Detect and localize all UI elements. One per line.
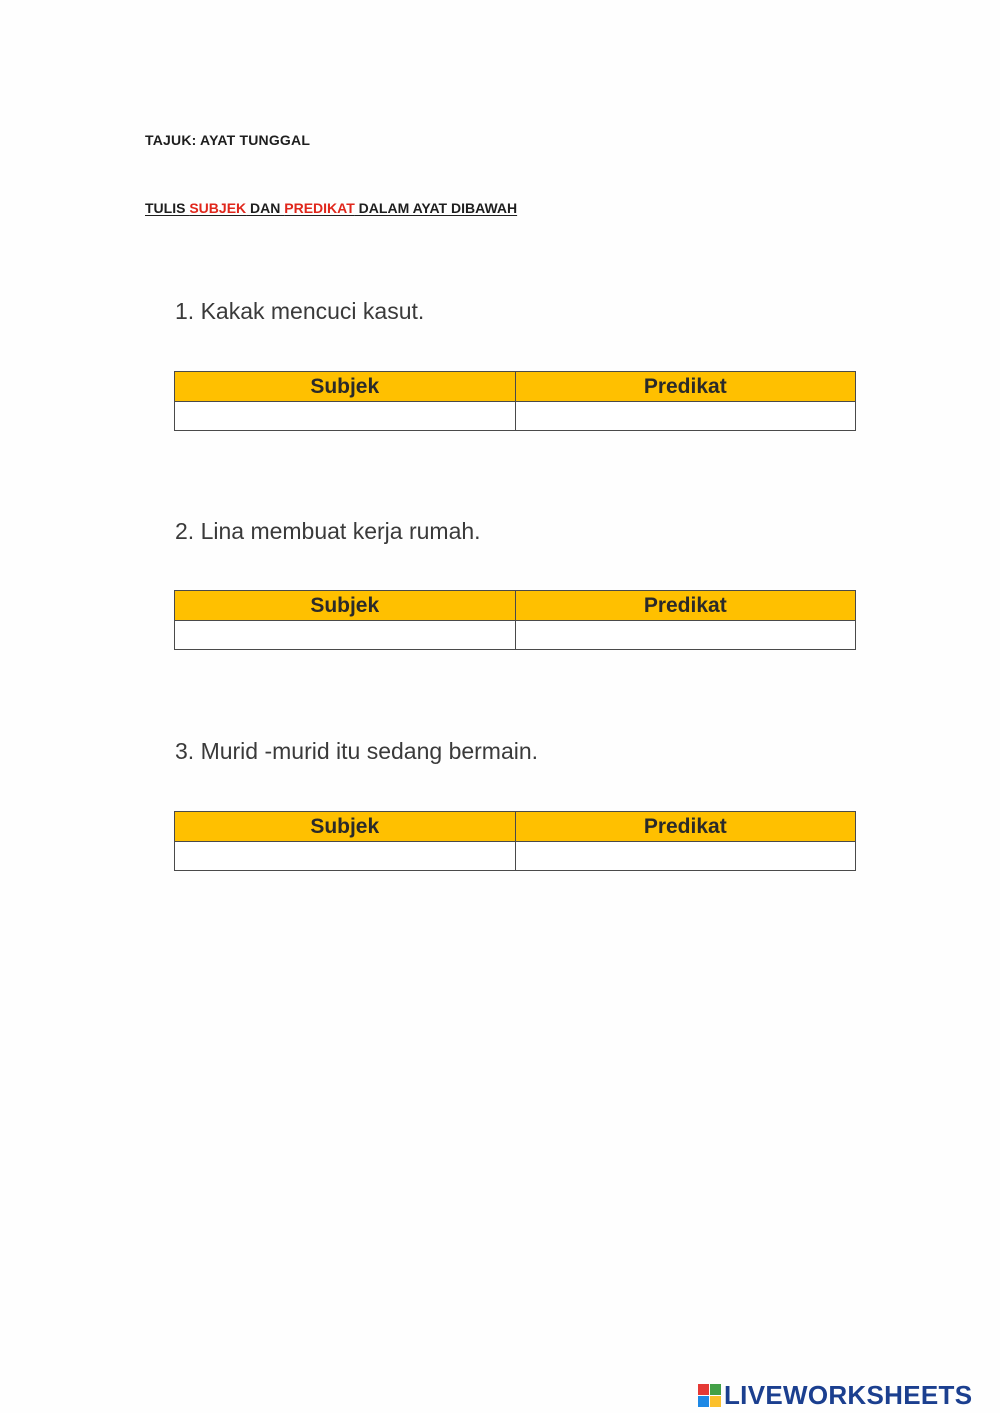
- subjek-cell: [175, 402, 516, 431]
- question-2-text: 2. Lina membuat kerja rumah.: [175, 518, 481, 544]
- subjek-cell: [175, 621, 516, 650]
- subjek-cell: [175, 842, 516, 871]
- instruction-middle: DAN: [246, 200, 285, 216]
- question-1-text: 1. Kakak mencuci kasut.: [175, 298, 425, 324]
- instruction: [145, 200, 517, 216]
- instruction-predikat: PREDIKAT: [284, 200, 355, 216]
- liveworksheets-brand: [698, 1380, 972, 1411]
- liveworksheets-logo-icon: [698, 1384, 721, 1407]
- logo-square-yellow: [710, 1396, 721, 1407]
- subjek-input-2[interactable]: [175, 621, 515, 649]
- subjek-header: Subjek: [175, 812, 516, 842]
- logo-square-red: [698, 1384, 709, 1395]
- subjek-header: Subjek: [175, 591, 516, 621]
- instruction-prefix: TULIS: [145, 200, 190, 216]
- subjek-header: Subjek: [175, 372, 516, 402]
- predikat-cell: [515, 621, 856, 650]
- logo-square-green: [710, 1384, 721, 1395]
- predikat-input-1[interactable]: [516, 402, 856, 430]
- logo-square-blue: [698, 1396, 709, 1407]
- subjek-input-3[interactable]: [175, 842, 515, 870]
- brand-text: LIVEWORKSHEETS: [724, 1380, 973, 1410]
- worksheet-title: TAJUK: AYAT TUNGGAL: [145, 132, 311, 148]
- predikat-cell: [515, 402, 856, 431]
- subjek-input-1[interactable]: [175, 402, 515, 430]
- answer-table-3: [174, 811, 856, 871]
- question-3-text: 3. Murid -murid itu sedang bermain.: [175, 738, 539, 764]
- predikat-header: Predikat: [515, 591, 856, 621]
- predikat-input-3[interactable]: [516, 842, 856, 870]
- instruction-subjek: SUBJEK: [189, 200, 247, 216]
- predikat-input-2[interactable]: [516, 621, 856, 649]
- answer-table-2: [174, 590, 856, 650]
- predikat-header: Predikat: [515, 372, 856, 402]
- answer-table-1: [174, 371, 856, 431]
- predikat-header: Predikat: [515, 812, 856, 842]
- predikat-cell: [515, 842, 856, 871]
- instruction-suffix: DALAM AYAT DIBAWAH: [354, 200, 518, 216]
